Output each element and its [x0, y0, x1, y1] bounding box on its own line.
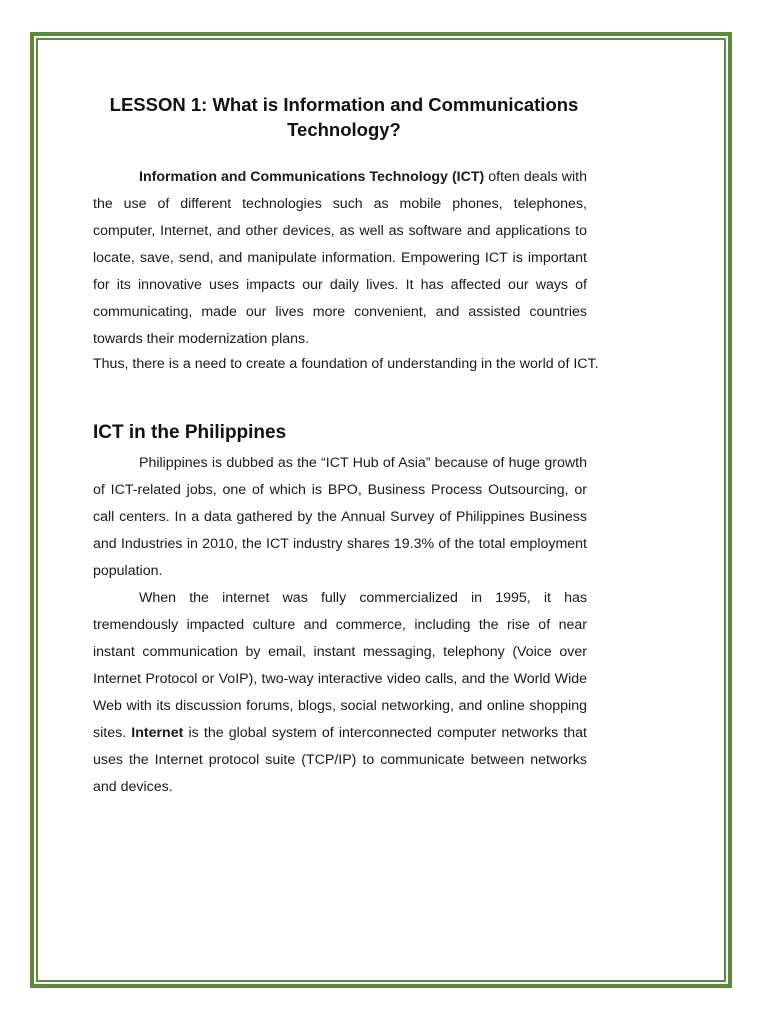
intro-bold-term: Information and Communications Technology (ICT) [139, 169, 485, 185]
intro-followup: Thus, there is a need to create a foundation of understanding in the world of ICT. [93, 356, 599, 372]
section-heading: ICT in the Philippines [93, 422, 287, 443]
section-paragraph-1 [93, 450, 587, 585]
intro-paragraph [93, 164, 587, 353]
section-paragraph-2-tail: is the global system of interconnected computer networks that uses the Internet protocol suite (TCP/IP) to communicate between networks and devices. [93, 725, 587, 795]
section-paragraph-2-text: When the internet was fully commercialized in 1995, it has tremendously impacted culture and commerce, including the rise of near instant communication by email, instant messaging, telephony (Voice over Internet Protocol or VoIP), two-way interactive video calls, and the World Wide Web with its discussion forums, blogs, social networking, and online shopping sites. [93, 590, 587, 741]
section-paragraph-2 [93, 585, 587, 801]
intro-text: often deals with the use of different technologies such as mobile phones, telephones, computer, Internet, and other devices, as well as software and applications to locate, save, send, and manipulate information. Empowering ICT is important for its innovative uses impacts our daily lives. It has affected our ways of communicating, made our lives more convenient, and assisted countries towards their modernization plans. [93, 169, 587, 347]
section-paragraph-1-text: Philippines is dubbed as the “ICT Hub of Asia” because of huge growth of ICT-related jobs, one of which is BPO, Business Process Outsourcing, or call centers. In a data gathered by the Annual Survey of Philippines Business and Industries in 2010, the ICT industry shares 19.3% of the total employment population. [93, 455, 587, 579]
internet-term: Internet [131, 725, 184, 741]
lesson-title: LESSON 1: What is Information and Communications Technology? [109, 94, 579, 140]
